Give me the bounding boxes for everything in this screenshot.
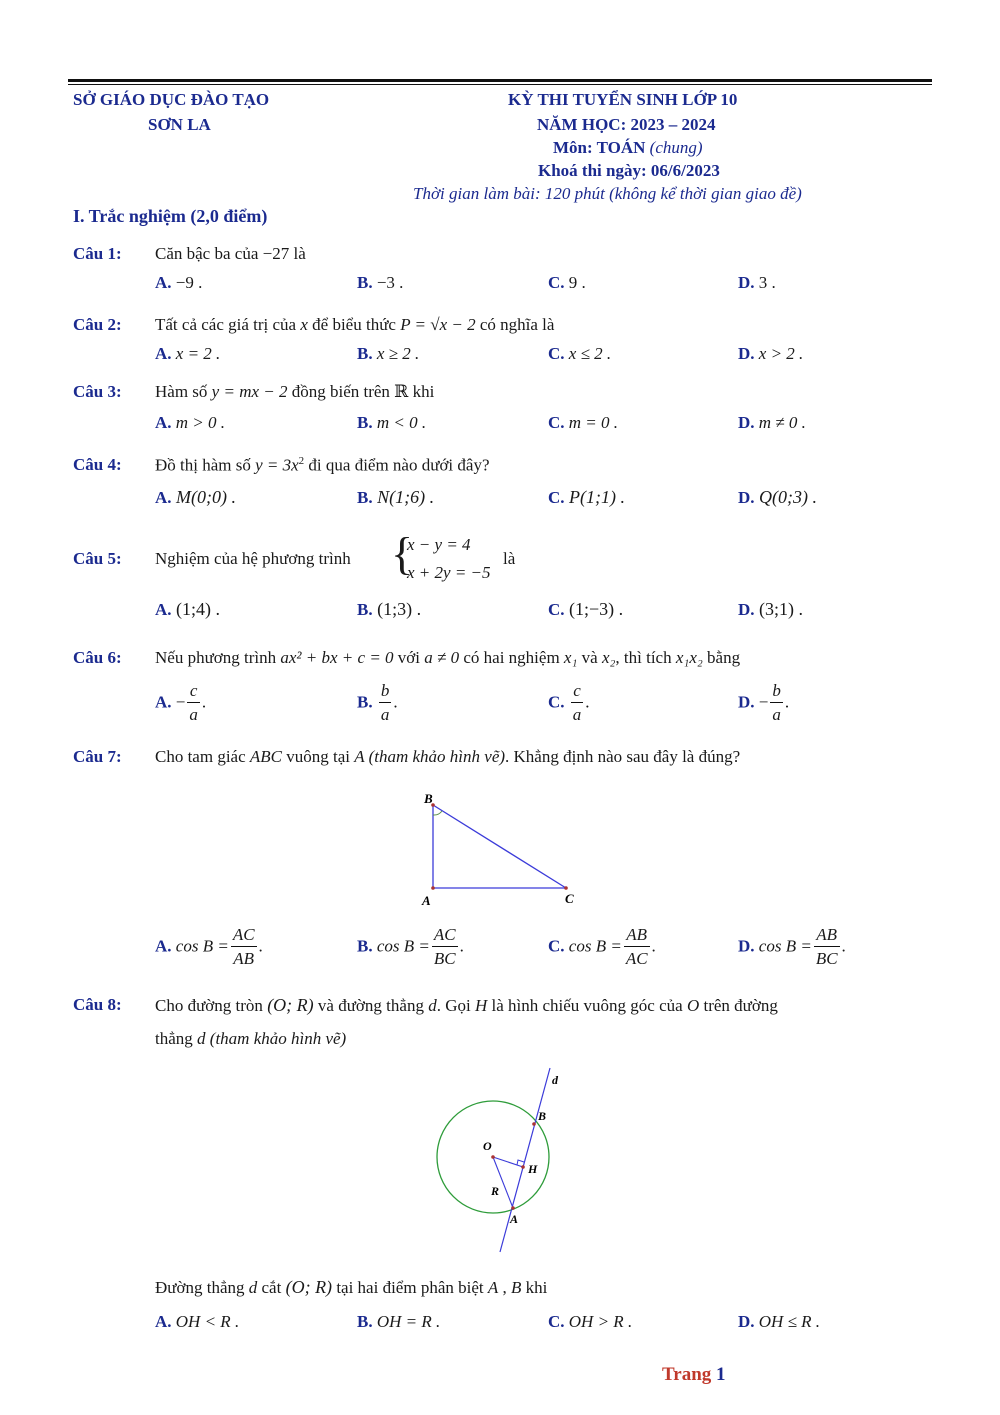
label-r: R	[491, 1184, 500, 1198]
question-number: Câu 3:	[73, 382, 122, 401]
label-d: d	[552, 1073, 558, 1087]
option-b: B. (1;3) .	[357, 599, 422, 619]
triangle-figure	[400, 785, 600, 915]
question-text: Cho tam giác ABC vuông tại A (tham khảo hình vẽ). Khẳng định nào sau đây là đúng?	[155, 747, 741, 766]
option-c: C. cos B = $\frac{AB}{AC}$ .	[548, 925, 656, 968]
label-h: H	[528, 1162, 538, 1176]
line-d	[500, 1068, 550, 1252]
option-d: D. 3 .	[738, 273, 776, 292]
option-a: A. M(0;0) .	[155, 487, 237, 507]
question-text: Căn bậc ba của −27 là	[155, 244, 306, 263]
option-a: A. OH < R .	[155, 1312, 240, 1331]
right-angle-mark	[517, 1160, 524, 1165]
label-b: B	[424, 791, 433, 806]
option-c: C. P(1;1) .	[548, 487, 626, 507]
segment-oa	[493, 1157, 513, 1208]
option-a: A. cos B = $\frac{AC}{AB}$ .	[155, 925, 263, 968]
option-d: D. − $\frac{b}{a}$ .	[738, 681, 790, 724]
label-a: A	[422, 893, 431, 908]
question-number: Câu 7:	[73, 747, 122, 766]
question-text: Nếu phương trình ax² + bx + c = 0 với a ≠ 0 có hai nghiệm x₁ và x₂, thì tích x₁x₂ bằng	[155, 648, 741, 667]
angle-b-mark	[433, 811, 442, 815]
header-subject: Môn: TOÁN (chung)	[553, 138, 703, 157]
circle-figure	[425, 1062, 585, 1262]
option-d: D. OH ≤ R .	[738, 1312, 821, 1331]
option-b: B. $\frac{b}{a}$ .	[357, 681, 398, 724]
system-eq1: x − y = 4	[407, 535, 471, 554]
question-text-end: là	[503, 549, 516, 568]
label-b: B	[538, 1109, 547, 1123]
label-c: C	[565, 891, 574, 906]
question-text: Nghiệm của hệ phương trình	[155, 549, 351, 568]
option-d: D. Q(0;3) .	[738, 487, 818, 507]
option-c: C. OH > R .	[548, 1312, 633, 1331]
option-b: B. OH = R .	[357, 1312, 441, 1331]
point-a	[511, 1206, 515, 1210]
option-c: C. (1;−3) .	[548, 599, 624, 619]
question-number: Câu 8:	[73, 995, 122, 1014]
option-c: C. m = 0 .	[548, 413, 619, 432]
header-rule-thick	[68, 79, 932, 82]
segment-bc	[433, 805, 566, 888]
header-school-year: NĂM HỌC: 2023 – 2024	[537, 115, 716, 134]
header-dept: SỞ GIÁO DỤC ĐÀO TẠO	[73, 90, 270, 109]
point-o	[491, 1155, 495, 1159]
header-exam-title: KỲ THI TUYỂN SINH LỚP 10	[508, 90, 738, 109]
question-number: Câu 4:	[73, 455, 122, 474]
header-duration: Thời gian làm bài: 120 phút (không kể thời gian giao đề)	[413, 184, 802, 203]
option-d: D. (3;1) .	[738, 599, 804, 619]
point-h	[521, 1165, 525, 1169]
point-b	[532, 1122, 536, 1126]
option-a: A. − $\frac{c}{a}$ .	[155, 681, 207, 724]
section-title: I. Trắc nghiệm (2,0 điểm)	[73, 206, 268, 226]
question-text: Cho đường tròn (O; R) và đường thẳng d. Gọi H là hình chiếu vuông góc của O trên đường	[155, 995, 778, 1015]
option-c: C. x ≤ 2 .	[548, 344, 612, 363]
header-rule-thin	[68, 84, 932, 85]
label-a: A	[510, 1212, 519, 1226]
option-a: A. (1;4) .	[155, 599, 221, 619]
option-b: B. x ≥ 2 .	[357, 344, 420, 363]
question-number: Câu 6:	[73, 648, 122, 667]
question-number: Câu 1:	[73, 244, 122, 263]
question-text: Đồ thị hàm số $y = 3x^2$ đi qua điểm nào dưới đây?	[155, 455, 490, 475]
system-brace: {	[391, 528, 414, 579]
option-d: D. cos B = $\frac{AB}{BC}$ .	[738, 925, 846, 968]
option-c: C. 9 .	[548, 273, 586, 292]
option-a: A. −9 .	[155, 273, 203, 292]
option-b: B. m < 0 .	[357, 413, 427, 432]
header-exam-date: Khoá thi ngày: 06/6/2023	[538, 161, 720, 180]
question-text: Hàm số y = mx − 2 đồng biến trên ℝ khi	[155, 382, 435, 401]
option-a: A. x = 2 .	[155, 344, 221, 363]
page-footer: Trang 1	[662, 1364, 726, 1385]
option-c: C. $\frac{c}{a}$ .	[548, 681, 590, 724]
question-text-line2: thẳng d (tham khảo hình vẽ)	[155, 1029, 347, 1048]
question-number: Câu 5:	[73, 549, 122, 568]
option-d: D. x > 2 .	[738, 344, 804, 363]
point-c	[564, 886, 568, 890]
option-b: B. N(1;6) .	[357, 487, 435, 507]
option-d: D. m ≠ 0 .	[738, 413, 806, 432]
system-eq2: x + 2y = −5	[407, 563, 491, 582]
option-a: A. m > 0 .	[155, 413, 226, 432]
option-b: B. cos B = $\frac{AC}{BC}$ .	[357, 925, 464, 968]
segment-oh	[493, 1157, 523, 1167]
label-o: O	[483, 1139, 492, 1153]
point-a	[431, 886, 435, 890]
header-province: SƠN LA	[148, 115, 211, 134]
question-number: Câu 2:	[73, 315, 122, 334]
option-b: B. −3 .	[357, 273, 404, 292]
question-text: Tất cả các giá trị của x để biểu thức P = √x − 2 có nghĩa là	[155, 315, 555, 334]
question-stem: Đường thẳng d cắt (O; R) tại hai điểm phân biệt A , B khi	[155, 1277, 548, 1297]
